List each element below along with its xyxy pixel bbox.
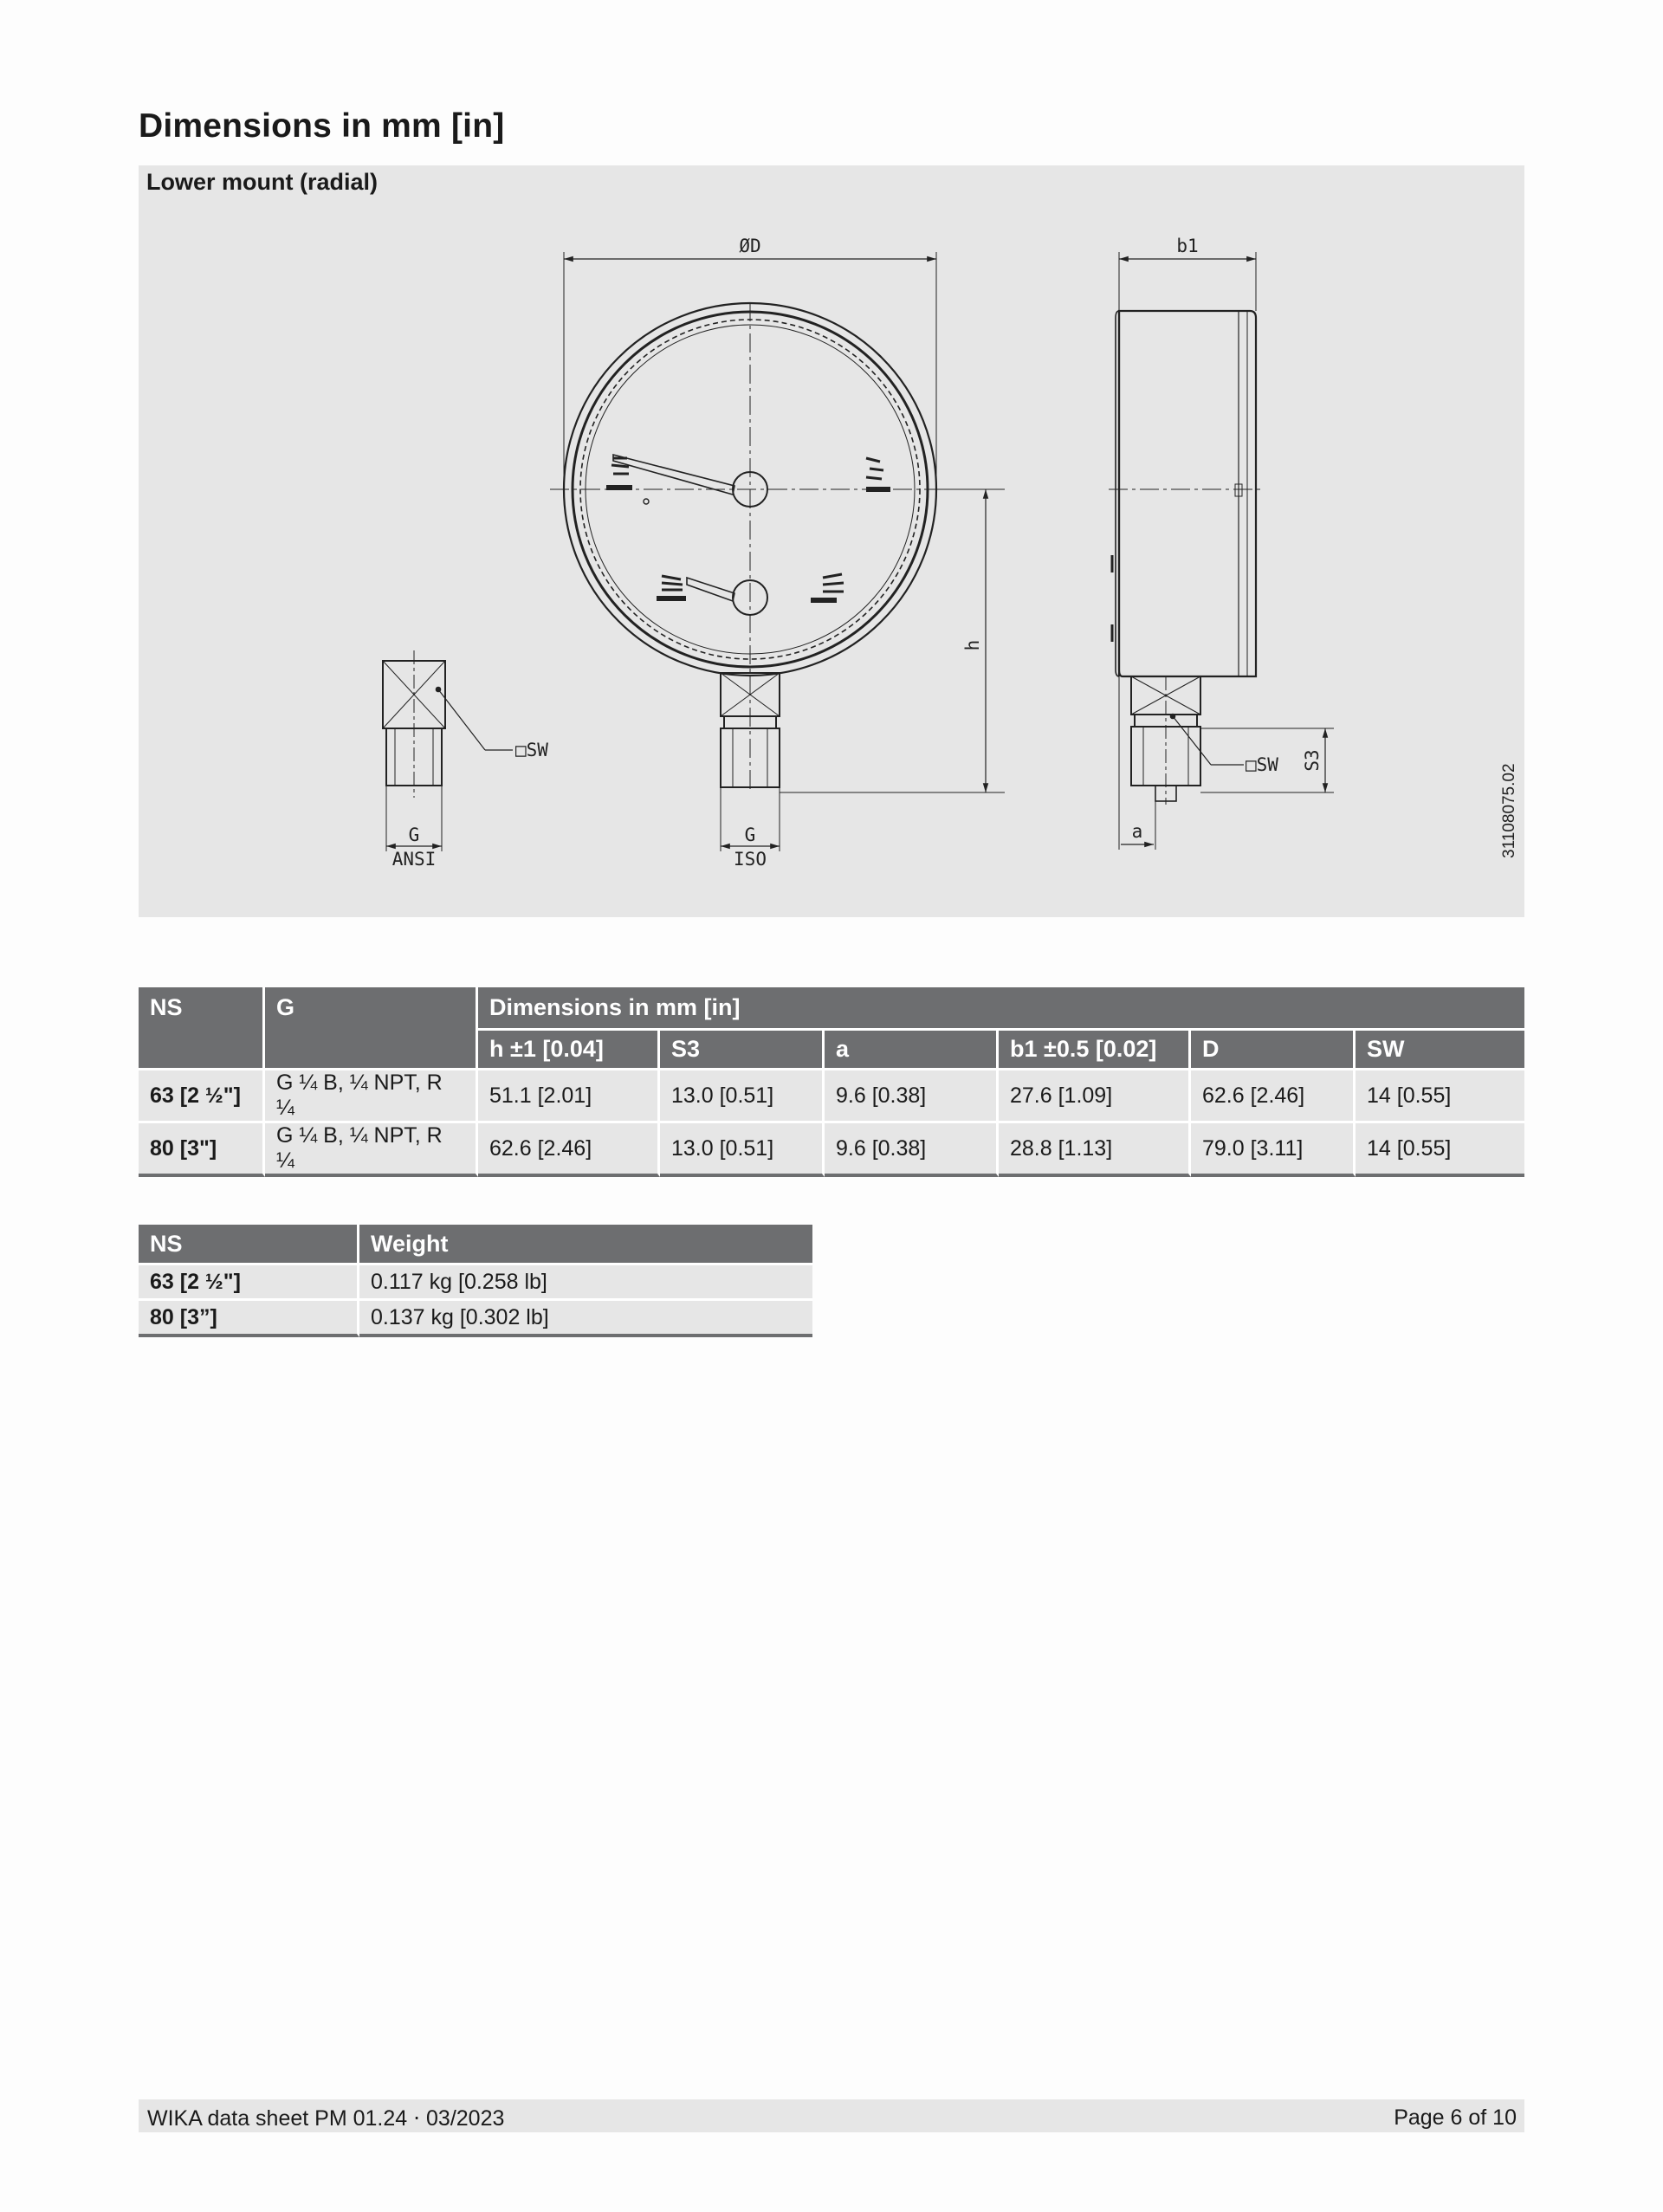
- header-b1: b1 ±0.5 [0.02]: [999, 1031, 1191, 1070]
- footer-document-id: WIKA data sheet PM 01.24 ⋅ 03/2023: [147, 2106, 505, 2131]
- label-g-iso-g: G: [744, 825, 756, 845]
- cell-g: G ¼ B, ¼ NPT, R ¼: [265, 1123, 478, 1177]
- label-sw-right: □SW: [1246, 754, 1278, 775]
- cell-sw: 14 [0.55]: [1356, 1123, 1524, 1177]
- cell-ns: 80 [3”]: [139, 1301, 359, 1337]
- table-row: [139, 1123, 1524, 1177]
- cell-ns: 80 [3"]: [139, 1123, 265, 1177]
- label-diameter: ØD: [739, 236, 761, 256]
- table-row: [139, 1070, 1524, 1123]
- table-row: [139, 1301, 812, 1337]
- cell-ns: 63 [2 ½"]: [139, 1265, 359, 1301]
- label-s3: S3: [1302, 749, 1323, 772]
- header-g: G: [265, 987, 478, 1070]
- page-title: Dimensions in mm [in]: [139, 107, 505, 145]
- label-b1: b1: [1176, 236, 1199, 256]
- cell-weight: 0.137 kg [0.302 lb]: [359, 1301, 812, 1337]
- cell-sw: 14 [0.55]: [1356, 1070, 1524, 1123]
- gauge-dimension-drawing: [139, 165, 1524, 917]
- cell-ns: 63 [2 ½"]: [139, 1070, 265, 1123]
- label-a: a: [1131, 821, 1143, 842]
- weight-table: [139, 1225, 812, 1337]
- gauge-side-view: [1109, 311, 1265, 805]
- label-sw-left: □SW: [515, 740, 548, 760]
- cell-h: 51.1 [2.01]: [478, 1070, 660, 1123]
- page-footer: [139, 2099, 1524, 2132]
- cell-d: 62.6 [2.46]: [1191, 1070, 1356, 1123]
- cell-s3: 13.0 [0.51]: [660, 1070, 825, 1123]
- ansi-fitting: [383, 650, 513, 851]
- label-iso: ISO: [734, 849, 767, 870]
- cell-b1: 28.8 [1.13]: [999, 1123, 1191, 1177]
- drawing-title: Lower mount (radial): [146, 169, 379, 195]
- header-a: a: [825, 1031, 999, 1070]
- header-d: D: [1191, 1031, 1356, 1070]
- header-dimensions-group: Dimensions in mm [in]: [478, 987, 1524, 1031]
- gauge-front-view: [550, 302, 1000, 789]
- label-g-ansi-g: G: [408, 825, 420, 845]
- dimensions-table: [139, 987, 1524, 1177]
- cell-s3: 13.0 [0.51]: [660, 1123, 825, 1177]
- drawing-number: 31108075.02: [1500, 763, 1518, 858]
- cell-a: 9.6 [0.38]: [825, 1123, 999, 1177]
- table-row: [139, 1265, 812, 1301]
- cell-a: 9.6 [0.38]: [825, 1070, 999, 1123]
- cell-d: 79.0 [3.11]: [1191, 1123, 1356, 1177]
- header-sw: SW: [1356, 1031, 1524, 1070]
- technical-drawing: [139, 165, 1524, 917]
- header-h: h ±1 [0.04]: [478, 1031, 660, 1070]
- cell-h: 62.6 [2.46]: [478, 1123, 660, 1177]
- header-weight: Weight: [359, 1225, 812, 1265]
- label-ansi: ANSI: [391, 849, 437, 870]
- cell-weight: 0.117 kg [0.258 lb]: [359, 1265, 812, 1301]
- header-ns: NS: [139, 1225, 359, 1265]
- header-s3: S3: [660, 1031, 825, 1070]
- header-ns: NS: [139, 987, 265, 1070]
- cell-b1: 27.6 [1.09]: [999, 1070, 1191, 1123]
- footer-page-number: Page 6 of 10: [1394, 2105, 1517, 2130]
- cell-g: G ¼ B, ¼ NPT, R ¼: [265, 1070, 478, 1123]
- b1-dimension: [1119, 252, 1256, 311]
- label-h: h: [962, 639, 983, 651]
